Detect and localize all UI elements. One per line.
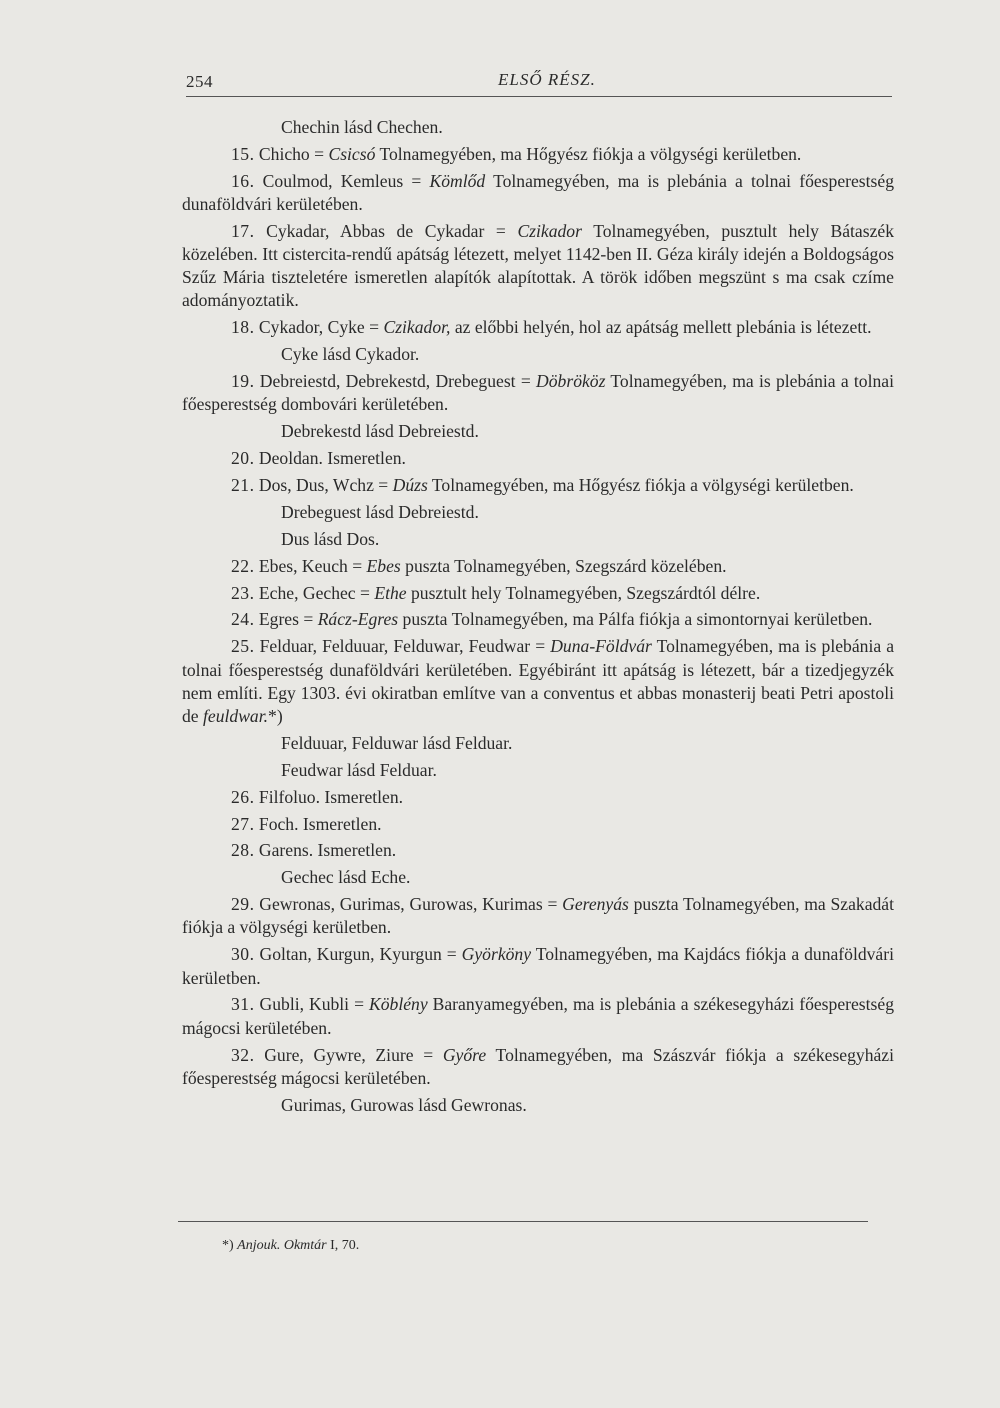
entry-text: Tolnamegyében, ma is plebánia a tolnai főesperestség dombovári kerületében. <box>182 371 894 415</box>
place-entry <box>182 582 894 605</box>
entry-text: Cykadar, Abbas de Cykadar = <box>266 220 518 241</box>
entry-text: puszta Tolnamegyében, ma Szakadát fiókja a völgységi kerületben. <box>182 894 894 938</box>
place-entry <box>182 316 894 339</box>
entry-text: Tolnamegyében, ma Hőgyész fiókja a völgységi kerületben. <box>427 475 854 496</box>
place-entry <box>182 474 894 497</box>
entry-text: Tolnamegyében, pusztult hely Bátaszék közelében. Itt cistercita-rendű apátság létezett, melyet 1142-ben II. Géza király idején a Boldogságos Szűz Mária tiszteletére ismeretlen alapítók alapítottak. A török időben megszünt s ma csak czíme adományoztatik. <box>182 220 894 311</box>
place-entry <box>182 893 894 939</box>
entry-number: 21. <box>231 475 255 496</box>
entry-text: Tolnamegyében, ma is plebánia a tolnai főesperestség dunaföldvári kerületében. <box>182 170 894 214</box>
entry-text: puszta Tolnamegyében, ma Pálfa fiókja a simontornyai kerületben. <box>398 609 873 630</box>
modern-place-name: Köblény <box>369 994 428 1015</box>
place-entry <box>182 993 894 1039</box>
place-entry <box>182 170 894 216</box>
place-entry <box>182 220 894 313</box>
modern-place-name: Duna-Földvár <box>550 636 652 657</box>
entry-number: 15. <box>231 143 255 164</box>
entry-number: 17. <box>231 220 255 241</box>
modern-place-name: Győre <box>442 1044 487 1065</box>
footnote <box>222 1238 359 1254</box>
place-entry <box>182 447 894 470</box>
entry-text: Garens. Ismeretlen. <box>258 840 397 861</box>
modern-place-name: Ebes <box>366 555 401 576</box>
entry-text: Dos, Dus, Wchz = <box>258 475 393 496</box>
place-entry <box>182 370 894 416</box>
entry-text: az előbbi helyén, hol az apátság mellett plebánia is létezett. <box>450 317 872 338</box>
place-entry <box>182 143 894 166</box>
running-title: ELSŐ RÉSZ. <box>498 70 596 89</box>
entry-text: Gure, Gywre, Ziure = <box>264 1044 443 1065</box>
entry-text: Eche, Gechec = <box>258 582 375 603</box>
place-entry <box>182 839 894 862</box>
cross-reference: Gurimas, Gurowas lásd Gewronas. <box>281 1094 527 1115</box>
footnote-source: Anjouk. Okmtár <box>237 1238 327 1253</box>
page-header <box>186 66 892 96</box>
entry-text: Gubli, Kubli = <box>259 994 369 1015</box>
cross-reference: Chechin lásd Chechen. <box>281 117 443 137</box>
entry-text: Baranyamegyében, ma is plebánia a székesegyházi főesperestség mágocsi kerületében. <box>182 994 894 1038</box>
place-entry <box>182 943 894 989</box>
cross-reference: Feudwar lásd Felduar. <box>281 759 437 780</box>
cross-reference: Cyke lásd Cykador. <box>281 344 420 365</box>
entry-text: Egres = <box>258 609 318 630</box>
entry-number: 30. <box>231 944 255 965</box>
footnote-rule <box>178 1221 868 1222</box>
entry-number: 22. <box>231 555 255 576</box>
entry-number: 25. <box>231 636 255 657</box>
place-entry <box>182 555 894 578</box>
place-entry <box>182 786 894 809</box>
entry-text: Coulmod, Kemleus = <box>262 170 430 191</box>
entry-number: 28. <box>231 840 255 861</box>
modern-place-name: Czikador <box>517 220 582 241</box>
entry-text: Tolnamegyében, ma Hőgyész fiókja a völgységi kerületben. <box>375 143 802 164</box>
place-entry <box>182 813 894 836</box>
place-entry <box>182 1044 894 1090</box>
modern-place-name: Czikador, <box>383 317 451 338</box>
entry-number: 26. <box>231 786 255 807</box>
modern-place-name: Ethe <box>374 582 407 603</box>
entry-text: puszta Tolnamegyében, Szegszárd közelében. <box>400 555 727 576</box>
entry-text: Goltan, Kurgun, Kyurgun = <box>259 944 462 965</box>
cross-reference: Dus lásd Dos. <box>281 528 380 549</box>
entry-number: 29. <box>231 894 255 915</box>
entry-number: 24. <box>231 609 255 630</box>
entry-text: Tolnamegyében, ma Kajdács fiókja a dunaföldvári kerületben. <box>182 944 894 988</box>
entry-text: Debreiestd, Debrekestd, Drebeguest = <box>259 371 537 392</box>
entry-text: Chicho = <box>258 143 329 164</box>
page-body <box>182 116 894 1120</box>
entry-text: Felduar, Felduuar, Felduwar, Feudwar = <box>259 636 551 657</box>
entry-text: pusztult hely Tolnamegyében, Szegszárdtól délre. <box>406 582 761 603</box>
entry-number: 23. <box>231 582 255 603</box>
header-rule <box>186 96 892 97</box>
footnote-ref: I, 70. <box>326 1238 360 1253</box>
modern-place-name: Györköny <box>461 944 532 965</box>
modern-place-name: Csicsó <box>328 143 376 164</box>
cross-reference: Gechec lásd Eche. <box>281 867 411 888</box>
modern-place-name: Döbrököz <box>536 371 606 392</box>
entry-text: Tolnamegyében, ma Szászvár fiókja a székesegyházi főesperestség mágocsi kerületében. <box>182 1044 894 1088</box>
entry-number: 16. <box>231 170 255 191</box>
modern-place-name: Gerenyás <box>562 894 629 915</box>
cross-reference: Drebeguest lásd Debreiestd. <box>281 501 479 522</box>
modern-place-name: Rácz-Egres <box>317 609 399 630</box>
page-number: 254 <box>186 72 213 91</box>
cross-reference: Felduuar, Felduwar lásd Felduar. <box>281 732 513 753</box>
entry-text: Deoldan. Ismeretlen. <box>258 448 406 469</box>
entry-text: Cykador, Cyke = <box>258 317 384 338</box>
entry-text: *) <box>268 705 283 726</box>
entry-number: 20. <box>231 448 255 469</box>
footnote-mark: *) <box>222 1238 234 1253</box>
modern-place-name: feuldwar. <box>203 705 269 726</box>
entry-number: 31. <box>231 994 255 1015</box>
modern-place-name: Kömlőd <box>429 170 486 191</box>
entry-text: Gewronas, Gurimas, Gurowas, Kurimas = <box>259 894 563 915</box>
entry-text: Ebes, Keuch = <box>258 555 367 576</box>
entry-text: Tolnamegyében, ma is plebánia a tolnai főesperestség dunaföldvári kerületében. Egyébiránt itt apátság is létezett, bár a tizedjegyzék nem említi. Egy 1303. évi okiratban említve van a conventus et abbas monasterij beati Petri apostoli de <box>182 636 895 726</box>
entry-text: Foch. Ismeretlen. <box>258 813 382 834</box>
cross-reference: Debrekestd lásd Debreiestd. <box>281 421 479 442</box>
place-entry <box>182 635 894 728</box>
entry-text: Filfoluo. Ismeretlen. <box>258 786 404 807</box>
modern-place-name: Dúzs <box>392 475 428 496</box>
place-entry <box>182 608 894 631</box>
entry-number: 19. <box>231 371 255 392</box>
entry-number: 27. <box>231 813 255 834</box>
entry-number: 32. <box>231 1044 255 1065</box>
entry-number: 18. <box>231 317 255 338</box>
